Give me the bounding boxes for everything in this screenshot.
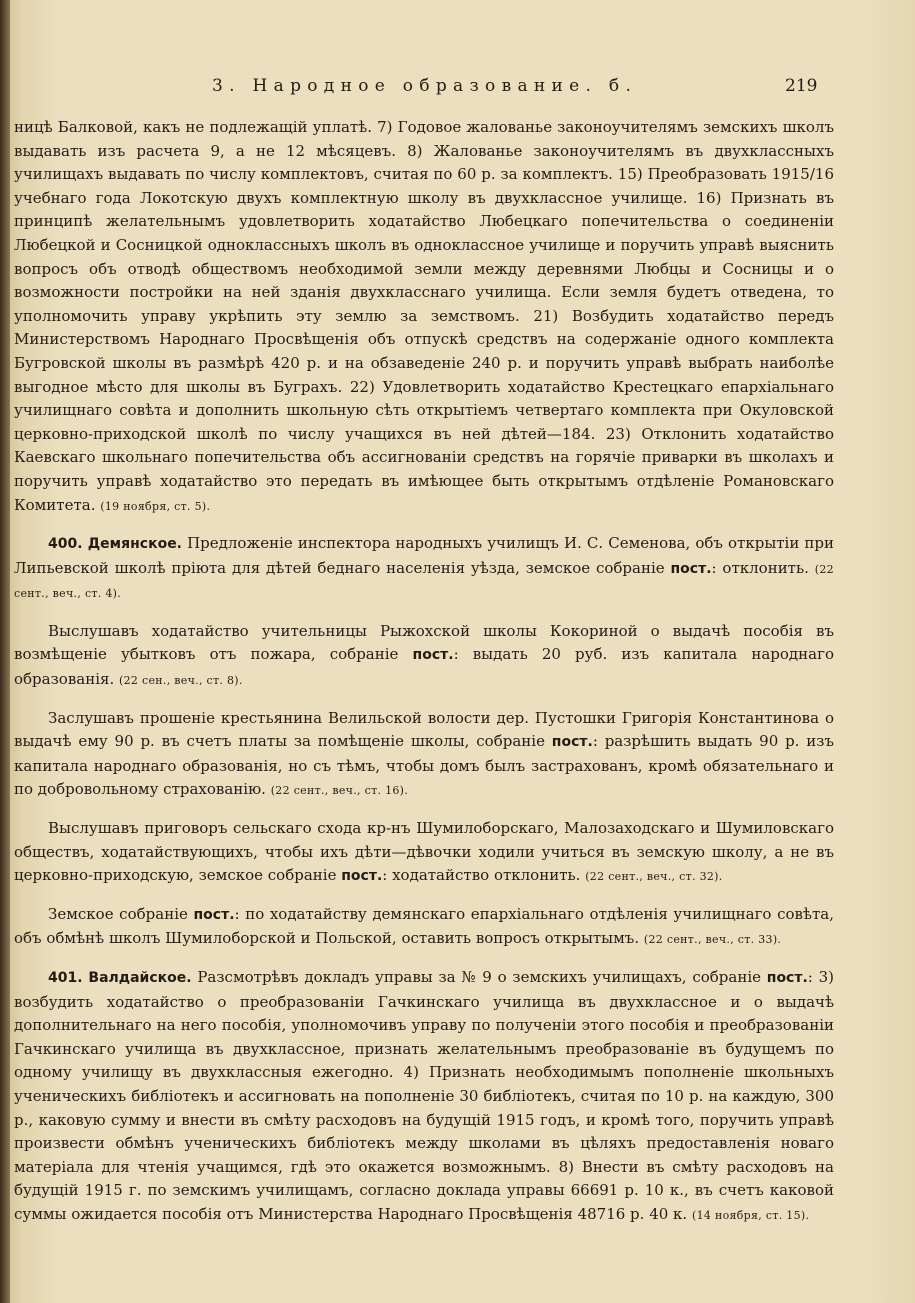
- paragraph-reference: (19 ноября, ст. 5).: [100, 499, 211, 513]
- page-number: 219: [785, 76, 818, 96]
- page-header: [0, 76, 915, 100]
- resolution-marker: пост.: [341, 868, 383, 885]
- paragraph-reference: (22 сен., веч., ст. 8).: [119, 674, 243, 688]
- paragraph-text: Земское собраніе: [48, 904, 188, 923]
- paragraph-reference: (22 сент., веч., ст. 33).: [643, 933, 782, 947]
- paragraph-text: ницѣ Балковой, какъ не подлежащій уплатѣ. 7) Годовое жалованье законоучителямъ земскихъ школъ выдавать изъ расчета 9, а не 12 мѣсяцевъ. 8) Жалованье законоучителямъ въ двухклассныхъ училищахъ выдавать по числу комплектовъ, считая по 60 р. за комплектъ. 15) Преобразовать 1915/16 учебнаго года Локотскую двухъ комплектную школу въ двухклассное училище. 16) Признать въ принципѣ желательнымъ удовлетворить ходатайство Любецкаго попечительства о соединеніи Любецкой и Сосницкой одноклассныхъ школъ въ одноклассное училище и поручить управѣ выяснить вопросъ объ отводѣ обществомъ необходимой земли между деревнями Любцы и Сосницы и о возможности постройки на ней зданія двухкласснаго училища. Если земля будетъ отведена, то уполномочить управу укрѣпить эту землю за земствомъ. 21) Возбудить ходатайство передъ Министерствомъ Народнаго Просвѣщенія объ отпускѣ средствъ на содержаніе одного комплекта Бугровской школы въ размѣрѣ 420 р. и на обзаведеніе 240 р. и поручить управѣ выбрать наиболѣе выгодное мѣсто для школы въ Буграхъ. 22) Удовлетворить ходатайство Крестецкаго епархіальнаго училищнаго совѣта и дополнить школьную сѣть открытіемъ четвертаго комплекта при Окуловской церковно-приходской школѣ по числу учащихся въ ней дѣтей—184. 23) Отклонить ходатайство Каевскаго школьнаго попечительства объ ассигнованіи средствъ на горячіе приварки въ школахъ и поручить управѣ ходатайство это передать въ имѣющее быть открытымъ отдѣленіе Романовскаго Комитета.: [14, 118, 834, 514]
- paragraph-text-continued: : 3) возбудить ходатайство о преобразованіи Гачкинскаго училища въ двухклассное и о выдачѣ дополнительнаго на него пособія, уполномочивъ управу по полученіи этого пособія и преобразованіи Гачкинскаго училища въ двухклассное, признать желательнымъ преобразованіе въ будущемъ по одному училищу въ двухклассныя ежегодно. 4) Признать необходимымъ пополненіе школьныхъ ученическихъ библіотекъ и ассигновать на пополненіе 30 библіотекъ, считая по 10 р. на каждую, 300 р., каковую сумму и внести въ смѣту расходовъ на будущій 1915 годъ, и кромѣ того, поручить управѣ произвести обмѣнъ ученическихъ библіотекъ между школами въ цѣляхъ предоставленія новаго матеріала для чтенія учащимся, гдѣ это окажется возможнымъ. 8) Внести въ смѣту расходовъ на будущій 1915 г. по земскимъ училищамъ, согласно доклада управы 66691 р. 10 к., въ счетъ каковой суммы ожидается пособія отъ Министерства Народнаго Просвѣщенія 48716 р. 40 к.: [14, 968, 834, 1223]
- resolution-marker: пост.: [766, 970, 808, 986]
- paragraph-rydzhokhskaya: [14, 620, 834, 693]
- resolution-marker: пост.: [412, 647, 454, 664]
- book-spine-shadow: [0, 0, 10, 1303]
- resolution-marker: пост.: [193, 906, 235, 923]
- paragraph-continuation: [14, 116, 834, 518]
- paragraph-reference: (22 сент., веч., ст. 4).: [14, 562, 834, 601]
- resolution-marker: пост.: [670, 560, 712, 577]
- paragraph-reference: (22 сент., веч., ст. 32).: [585, 870, 723, 884]
- paragraph-text-continued: : отклонить.: [711, 558, 809, 577]
- paragraph-text-continued: : разрѣшить выдать 90 р. изъ капитала народнаго образованія, но съ тѣмъ, чтобы домъ былъ застрахованъ, кромѣ обязательнаго и по добровольному страхованію.: [14, 732, 834, 799]
- section-heading: 401. Валдайское.: [48, 970, 192, 986]
- running-title: 3. Народное образование. б.: [212, 76, 638, 96]
- paragraph-text: Заслушавъ прошеніе крестьянина Велильской волости дер. Пустошки Григорія Константинова о выдачѣ ему 90 р. въ счетъ платы за помѣщеніе школы, собраніе: [14, 708, 834, 751]
- paragraph-text-continued: : выдать 20 руб. изъ капитала народнаго образованія.: [14, 645, 834, 689]
- paragraph-text: Предложеніе инспектора народныхъ училищъ И. С. Семенова, объ открытіи при Липьевской школѣ пріюта для дѣтей беднаго населенія уѣзда, земское собраніе: [14, 534, 835, 577]
- resolution-marker: пост.: [551, 734, 593, 751]
- paragraph-text: Выслушавъ ходатайство учительницы Рыжохской школы Кокориной о выдачѣ пособія въ возмѣщеніе убытковъ отъ пожара, собраніе: [14, 621, 834, 664]
- paragraph-text: Выслушавъ приговоръ сельскаго схода кр-нъ Шумилоборскаго, Малозаходскаго и Шумиловскаго обществъ, ходатайствующихъ, чтобы ихъ дѣти—дѣвочки ходили учиться въ земскую школу, а не въ церковно-приходскую, земское собраніе: [14, 819, 834, 885]
- paragraph-shumilobor: [14, 817, 834, 889]
- paragraph-text: Разсмотрѣвъ докладъ управы за № 9 о земскихъ училищахъ, собраніе: [197, 968, 761, 986]
- section-heading: 400. Демянское.: [48, 536, 183, 553]
- paragraph-reference: (22 сент., веч., ст. 16).: [270, 784, 409, 798]
- paragraph-text-continued: : по ходатайству демянскаго епархіальнаго отдѣленія училищнаго совѣта, объ обмѣнѣ школъ Шумилоборской и Польской, оставить вопросъ открытымъ.: [14, 904, 835, 948]
- paragraph-reference: (14 ноября, ст. 15).: [691, 1208, 810, 1222]
- paragraph-text-continued: : ходатайство отклонить.: [382, 866, 581, 885]
- paragraph-400: [14, 532, 834, 606]
- paragraph-school-exchange: [14, 903, 834, 952]
- paragraph-401: [14, 966, 834, 1228]
- page-body: [14, 116, 834, 1228]
- paragraph-pustoshki: [14, 707, 834, 803]
